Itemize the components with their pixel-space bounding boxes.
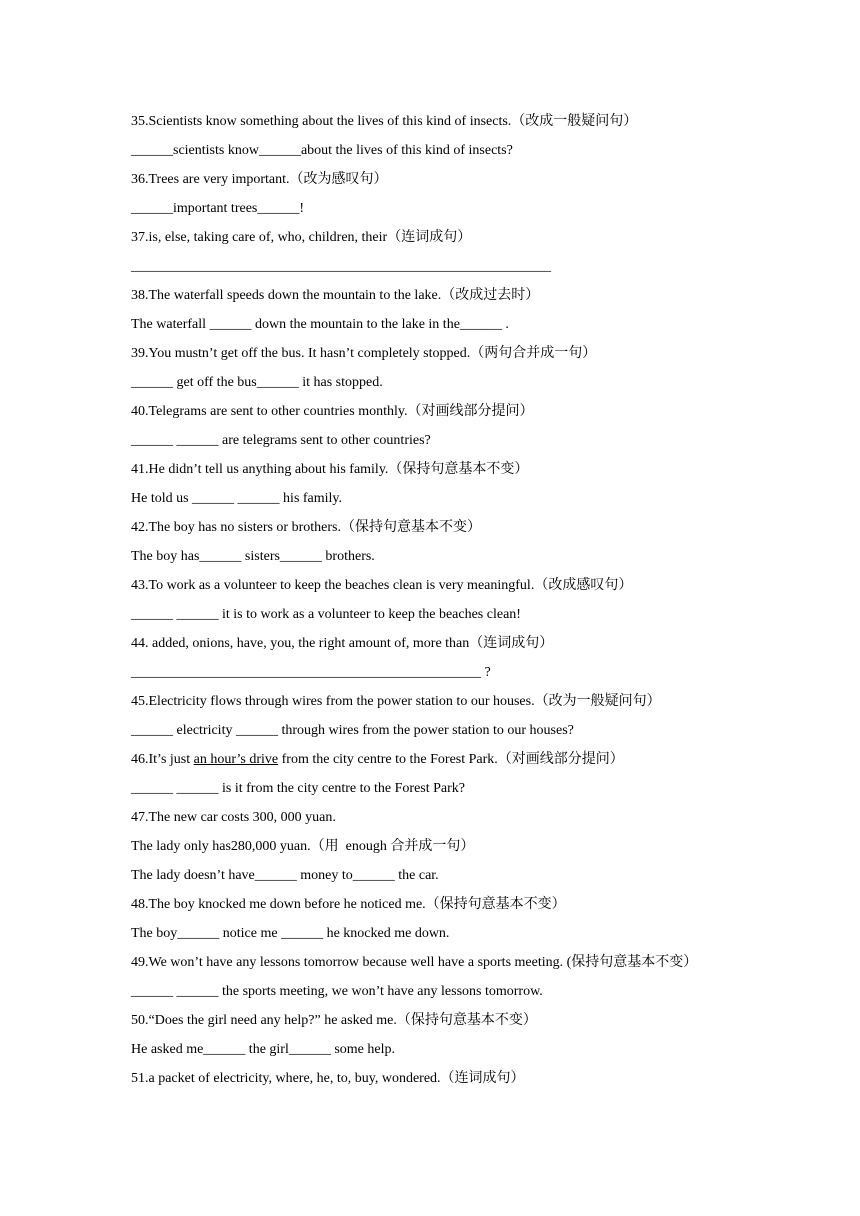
question-47: 47.The new car costs 300, 000 yuan.	[131, 810, 336, 825]
question-42: 42.The boy has no sisters or brothers.（保持句意基本不变）	[131, 520, 481, 535]
question-49: 49.We won’t have any lessons tomorrow because well have a sports meeting. (保持句意基本不变）	[131, 955, 698, 970]
question-40: 40.Telegrams are sent to other countries monthly.（对画线部分提问）	[131, 404, 534, 419]
question-46-end: from the city centre to the Forest Park.（对画线部分提问）	[278, 752, 624, 767]
question-50: 50.“Does the girl need any help?” he asked me.（保持句意基本不变）	[131, 1013, 537, 1028]
question-36: 36.Trees are very important.（改为感叹句）	[131, 172, 388, 187]
question-43: 43.To work as a volunteer to keep the beaches clean is very meaningful.（改成感叹句）	[131, 578, 633, 593]
question-35: 35.Scientists know something about the lives of this kind of insects.（改成一般疑问句）	[131, 114, 638, 129]
answer-36: ______important trees______!	[131, 201, 305, 216]
question-47-part-2: The lady only has280,000 yuan.（用 enough 合并成一句）	[131, 839, 475, 854]
answer-line-37: ____________________________________________________________	[131, 259, 551, 274]
question-46-start: 46.It’s just	[131, 752, 194, 767]
question-38: 38.The waterfall speeds down the mountain to the lake.（改成过去时）	[131, 288, 540, 303]
answer-45: ______ electricity ______ through wires from the power station to our houses?	[131, 723, 574, 738]
question-46	[131, 751, 624, 769]
answer-35: ______scientists know______about the lives of this kind of insects?	[131, 143, 513, 158]
answer-39: ______ get off the bus______ it has stopped.	[131, 375, 383, 390]
answer-48: The boy______ notice me ______ he knocked me down.	[131, 926, 450, 941]
underlined-phrase: an hour’s drive	[193, 752, 279, 767]
answer-46: ______ ______ is it from the city centre to the Forest Park?	[131, 781, 465, 796]
question-41: 41.He didn’t tell us anything about his family.（保持句意基本不变）	[131, 462, 529, 477]
answer-50: He asked me______ the girl______ some help.	[131, 1042, 396, 1057]
question-48: 48.The boy knocked me down before he noticed me.（保持句意基本不变）	[131, 897, 566, 912]
answer-42: The boy has______ sisters______ brothers.	[131, 549, 375, 564]
answer-49: ______ ______ the sports meeting, we won’t have any lessons tomorrow.	[131, 984, 543, 999]
question-39: 39.You mustn’t get off the bus. It hasn’t completely stopped.（两句合并成一句）	[131, 346, 597, 361]
answer-41: He told us ______ ______ his family.	[131, 491, 343, 506]
question-44: 44. added, onions, have, you, the right amount of, more than（连词成句）	[131, 636, 554, 651]
question-37: 37.is, else, taking care of, who, children, their（连词成句）	[131, 230, 472, 245]
answer-38: The waterfall ______ down the mountain to the lake in the______ .	[131, 317, 509, 332]
answer-line-44: __________________________________________________ ?	[131, 665, 491, 680]
question-51: 51.a packet of electricity, where, he, to, buy, wondered.（连词成句）	[131, 1071, 525, 1086]
question-45: 45.Electricity flows through wires from the power station to our houses.（改为一般疑问句）	[131, 694, 661, 709]
answer-43: ______ ______ it is to work as a volunteer to keep the beaches clean!	[131, 607, 521, 622]
answer-47: The lady doesn’t have______ money to______ the car.	[131, 868, 439, 883]
answer-40: ______ ______ are telegrams sent to other countries?	[131, 433, 431, 448]
